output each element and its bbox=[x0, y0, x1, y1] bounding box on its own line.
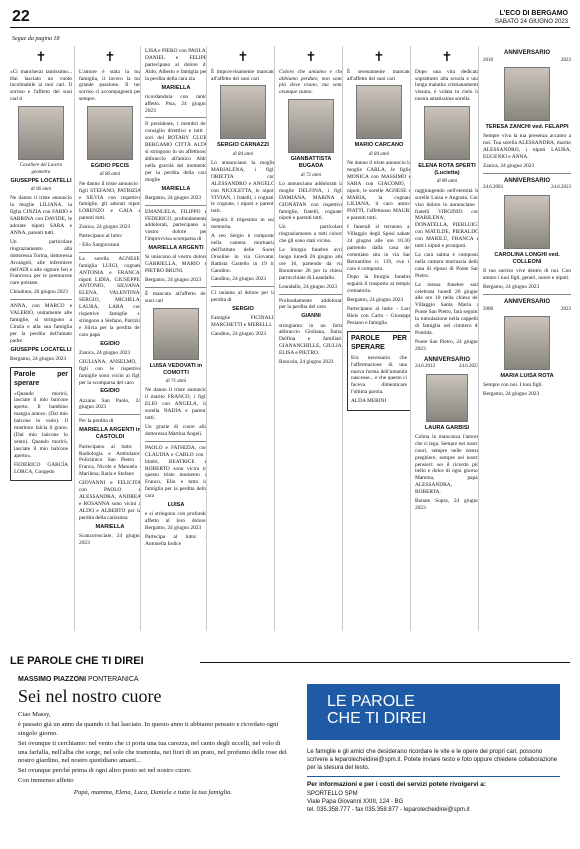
section-rule bbox=[200, 662, 570, 663]
hope-author: FEDERICO GARCÍA LORCA, Congedo bbox=[14, 461, 68, 475]
thanks: Un particolare ringraziamento alla dottoressa Torina, dottoressa Arcangeli, alle infermiere dell'ADI e alle signore Ieti e Francesca per le premurose cure prestate. bbox=[10, 238, 72, 287]
cross-icon: ✝ bbox=[373, 49, 385, 64]
anniversary-name: TERESA ZANCHI ved. FELAPPI bbox=[485, 124, 569, 131]
condolence-date: ricordandola con tanto affetto. Pisa, 24 giugno 2023 bbox=[145, 93, 207, 114]
intro-text: È improvvisamente mancato all'affetto dei suoi cari bbox=[211, 68, 275, 82]
condolence: Profondamente addolorati per la perdita del caro bbox=[279, 297, 343, 311]
portrait-photo bbox=[356, 85, 402, 139]
year-start: 2018 bbox=[483, 57, 493, 63]
anniversary-years bbox=[483, 307, 571, 313]
portrait-photo bbox=[220, 85, 266, 139]
notice: I funerali si terranno al Villaggio degli Sposi sabato 24 giugno alle ore 10.30, partendo dalla casa del commiato sita in via San Bernardino n. 139, ove il caro è composto. bbox=[347, 224, 411, 272]
notice: La cara salma è composta nella camera mortuaria della casa di riposo di Ponte San Pietro. bbox=[415, 252, 479, 279]
intro-text: L'amore è stata la tua famiglia, il lavoro la tua grande passione. Il tuo sorriso ci accompagnerà per sempre. bbox=[79, 68, 141, 103]
notice: Seguirà il trigesimo in sua memoria. bbox=[211, 217, 275, 231]
condolence: PAOLO e FATHIZIA, con CLAUDIA e CARLO con i bimbi, BEATRICE e ROBERTO sono vicini in questo triste momento a Franco, Elio e tutta la famiglia per la perdita della cara bbox=[145, 444, 207, 500]
notice: La liturgia funebre avrà luogo lunedì 26 giugno alle ore 16, partendo da via Bonomone 28 per la chiesa parrocchiale di Leandallo. bbox=[279, 247, 343, 281]
hope-box bbox=[347, 331, 411, 411]
service-advert bbox=[307, 684, 560, 841]
condolence-name: MARIELLA bbox=[95, 523, 125, 530]
portrait-photo bbox=[424, 106, 470, 160]
date-place: Gandino, 24 giugno 2023 bbox=[211, 276, 267, 283]
age: di 96 anni bbox=[30, 187, 52, 193]
participants: Partecipa al lutto: - Antonella Iodice bbox=[145, 533, 207, 547]
condolence: Per la perdita di bbox=[79, 418, 114, 425]
notice: Dopo la liturgia funebre seguirà il trasporto al tempio crematorio. bbox=[347, 274, 411, 295]
office-name: SPORTELLO SPM bbox=[307, 790, 358, 797]
memorial-story bbox=[18, 676, 288, 846]
notice: La messa funebre sarà celebrata lunedì 26 giugno alle ore 10 nella chiesa del Villaggio Santa Maria a Ponte San Pietro, farà seguito la tumulazione nella cappella di famiglia nel cimitero di Pontida. bbox=[415, 281, 479, 336]
hope-text: Era necessario che l'affermazione di una nuova forma dell'umanità nascesse... e che questo ci faceva dimenticare l'ultima parola. bbox=[351, 354, 407, 396]
separator bbox=[145, 441, 207, 442]
anniversary-title: ANNIVERSARIO bbox=[503, 50, 550, 56]
story-title: Sei nel nostro cuore bbox=[18, 686, 162, 706]
condolence-name: MARIELLA ARGENTI in CASTOLDI bbox=[79, 427, 141, 441]
anniversary-years bbox=[483, 185, 571, 191]
hope-box bbox=[10, 367, 72, 482]
condolence-date: Bergamo, 24 giugno 2023 bbox=[145, 194, 202, 201]
separator bbox=[145, 205, 207, 206]
condolence: Il presidente, i membri del consiglio direttivo e tutti i soci del ROTARY CLUB BERGAMO CITTÀ ALTA si stringono in un affettuoso abbraccio all'amico Aldo nella gravità del momento per la perdita della cara moglie bbox=[145, 121, 207, 183]
year-end: 24.6.2023 bbox=[551, 185, 571, 191]
participants: - Elio Sangiovanni bbox=[79, 241, 120, 248]
portrait-photo bbox=[426, 374, 468, 422]
announcement: Ne danno il triste annuncio la moglie CARLA, le figlie MONICA con MASSIMO e SARA con GIACOMO, i nipoti, le sorelle AGNESE e MARIA, la cognata LILIANA, il caro amico PIATTI, l'affettuoso MAURI e parenti tutti. bbox=[347, 159, 411, 222]
condolence-name: EGIDIO bbox=[100, 388, 120, 395]
cross-icon: ✝ bbox=[35, 49, 47, 64]
notice: A ceo Sergio è composto nella camera mortuaria dell'Istituto delle Suore Orsoline in via Giovanni Battista Castello in 19 in Gandino. bbox=[211, 233, 275, 274]
condolence-date: Zanica, 24 giugno 2023 bbox=[79, 349, 131, 356]
separator bbox=[483, 173, 571, 174]
hope-author: ALDA MERINI bbox=[351, 398, 387, 405]
separator bbox=[483, 294, 571, 295]
condolence: stringiamo in un forte abbraccio Giuliana, Ilaria, Delfina e familiari. GIANANCHILLE, GIULIA, ELISA e PIETRO. bbox=[279, 322, 343, 357]
advert-info bbox=[307, 781, 560, 814]
story-paragraph: Sei ovunque perché prima di ogni altro posto sei nel nostro cuore. bbox=[18, 767, 192, 775]
cross-icon: ✝ bbox=[305, 49, 317, 64]
obituary-columns bbox=[10, 46, 570, 631]
office-address: Viale Papa Giovanni XXIII, 124 - BG bbox=[307, 799, 404, 806]
age: di 80 anni bbox=[436, 179, 458, 185]
column-5 bbox=[274, 46, 343, 631]
separator bbox=[211, 286, 275, 287]
anniversary-title: ANNIVERSARIO bbox=[503, 298, 550, 305]
condolence: GIULIANA, ANSELMO, i figli con le rispettive famiglie sono vicini ai figli per la scomparsa del caro bbox=[79, 358, 141, 386]
date-place: Chiuduno, 26 giugno 2023 bbox=[10, 289, 68, 296]
column-2 bbox=[74, 46, 141, 631]
cross-icon: ✝ bbox=[237, 49, 249, 64]
participants: Partecipano al lutto: - Lara Bleis con Carlo - Giuseppe Pesiano e famiglia bbox=[347, 306, 411, 326]
story-author bbox=[18, 676, 288, 683]
participants: Partecipano al lutto: - Radiologia e Ambulatori Policlinico San Pietro - Franca, Nicole e Manuela - Marilena, Ilaria e Stefano bbox=[79, 443, 141, 478]
column-7 bbox=[410, 46, 479, 631]
intro-text: Dopo una vita dedicata soprattutto alla scuola e una lunga malattia cristianamente vissuta, è volata in cielo la nostra amatissima sorella bbox=[415, 68, 479, 103]
date-place: Leandallo, 24 giugno 2023 bbox=[279, 283, 338, 290]
date-place: Zanica, 24 giugno 2023 bbox=[79, 224, 131, 231]
year-start: 24.6.2003 bbox=[483, 185, 503, 191]
deceased-name: GIANBATTISTA BUGADA bbox=[290, 156, 332, 170]
column-1 bbox=[10, 46, 72, 631]
age: di 71 anni bbox=[165, 379, 187, 385]
condolence-name: LUISA bbox=[167, 502, 185, 509]
publication-info bbox=[495, 9, 568, 27]
portrait-photo bbox=[87, 106, 133, 160]
cross-icon: ✝ bbox=[441, 49, 453, 64]
condolence: GIOVANNI e FELICITA con PAOLO e ALESSANDRA, ANDREA e ROSANNA sono vicini a ALDO e ALBERTO per la perdita della carissima bbox=[79, 480, 141, 521]
condolence: Ci uniamo al dolore per la perdita di bbox=[211, 290, 275, 304]
section-band bbox=[10, 655, 570, 670]
thanks: Un grazie di cuore alla dottoressa Martina Angeli. bbox=[145, 423, 207, 437]
continued-note: Segue da pagina 18 bbox=[12, 36, 60, 42]
announcement: Lo annunciano addolorati la moglie DELFINA, i figli DAMIANA, MARINA e GIONATAN con rispettive famiglie, fratelli, cognate, nipoti e parenti tutti. bbox=[279, 180, 343, 222]
condolence: ANNA, con MARCO e VALERIO, unitamente alle famiglie, si stringono a Cinzia e alla sua famiglia per la perdita dell'amato padre bbox=[10, 303, 72, 344]
hope-text: «Quando morirò, lasciate il mio balcone aperto. Il bambino mangia arance. (Dal mio balcone lo vedo). Il mietitore falcia il grano. (Dal mio balcone lo sento). Quando morirò, lasciate il mio balcone aperto». bbox=[14, 390, 68, 459]
announcement: Ne danno il triste annuncio la moglie LILIANA, la figlia CINZIA con FABIO e SABRINA con DAVIDE, le adorate nipoti SARA e ANNA, parenti tutti. bbox=[10, 195, 72, 237]
separator bbox=[79, 414, 141, 415]
condolence-name: SERGIO bbox=[232, 306, 254, 313]
portrait-photo bbox=[288, 99, 334, 153]
story-paragraph: Ciao Massy, bbox=[18, 711, 51, 718]
condolence-name: MARIELLA ARGENTI bbox=[148, 245, 204, 252]
story-signature: Papà, mamma, Elena, Luca, Daniela e tutta la tua famiglia. bbox=[73, 789, 233, 797]
announcement: Ne danno il triste annuncio i figli STEFANO, PATRIZIA e SILVIA con rispettive famiglie, gli adorati nipoti LORENZO e GAIA e parenti tutti. bbox=[79, 180, 141, 222]
story-paragraph: Con immenso affetto bbox=[18, 777, 74, 785]
advert-title-line: CHE TI DIREI bbox=[327, 709, 427, 727]
condolence: Famiglie FICINALI, MARCHETTI e MERELLI. bbox=[211, 315, 275, 329]
advert-body bbox=[307, 748, 560, 814]
column-4 bbox=[206, 46, 275, 631]
condolence-name: GIUSEPPE LOCATELLI bbox=[10, 346, 72, 353]
anniversary-text: Sempre viva la tua presenza accanto a noi. Tua sorella ALESSANDRA, marito ALESSANDRO, i nipoti LAURA, EUGENIO e ANNA. bbox=[483, 133, 571, 160]
deceased-name: EGIDIO PECIS bbox=[91, 163, 129, 170]
portrait-photo bbox=[18, 106, 64, 160]
announcement: Ne danno il triste annuncio il marito FRANCO, i figli ELIO con ANGELA, la sorella NADIA e parenti tutti. bbox=[145, 387, 207, 422]
anniversary-name: LAURA GARBISI bbox=[424, 424, 470, 431]
advert-text: Le famiglie e gli amici che desiderano ricordare le vite e le opere dei propri cari, possono scrivere a leparolecheidirei@spm.it. Potete inviare testo e foto oppure chiedere collaborazione per la stesura del testo. bbox=[307, 749, 558, 772]
intro-text: È serenamente mancato all'affetto dei suoi cari bbox=[347, 68, 411, 82]
age: di 84 anni bbox=[368, 151, 390, 157]
anniversary-date: Zanica, 24 giugno 2023 bbox=[483, 162, 535, 169]
condolence-name: GIANNI bbox=[301, 313, 321, 320]
deceased-name: ELENA ROTA SPERTI (Lucietta) bbox=[418, 163, 476, 177]
deceased-name: MARIO CARCANO bbox=[354, 142, 404, 149]
anniversary-text: Colma la mancanza l'amore che ci lega. Sempre nei nostri cuori, sempre nelle nostre preghiere, sempre nei nostri pensieri: sei il ricordo più bello e dolce di ogni giorno. Mamma, papà, ALESSANDRA, ROBERTA. bbox=[415, 433, 479, 496]
announcement: Lo annunciano la moglie MARIALENA, i figli ORIETTA con ALESSANDRO e ANGELO con NICOLETTA, le nipoti VIVIAN, i fratelli, i cognati, le cognate, i nipoti e parenti tutti. bbox=[211, 159, 275, 215]
anniversary-text: Sempre con noi. I tuoi figli. bbox=[483, 382, 543, 389]
anniversary-years bbox=[483, 58, 571, 64]
anniversary-years bbox=[415, 364, 479, 370]
intro-text: «Ci mancherai tantissimo... Hai lasciato un vuoto incolmabile ai tuoi cari. Il sorriso e l'affetto dei suoi cari ti bbox=[10, 68, 72, 103]
condolence-date: Gandino, 24 giugno 2023 bbox=[211, 331, 267, 338]
separator bbox=[145, 117, 207, 118]
anniversary-date: Bergamo, 24 giugno 2023 bbox=[483, 283, 540, 290]
age: di 86 anni bbox=[99, 172, 121, 178]
cross-icon: ✝ bbox=[104, 49, 116, 64]
publication-name: L'ECO DI BERGAMO bbox=[499, 10, 568, 17]
participants-label: Partecipano al lutto: bbox=[79, 233, 123, 240]
year-end: 2023 bbox=[561, 306, 571, 312]
separator bbox=[79, 252, 141, 253]
condolence-name: MARIELLA bbox=[161, 185, 191, 192]
anniversary-name: CAROLINA LONGHI ved. COLLEONI bbox=[494, 251, 560, 265]
column-6 bbox=[342, 46, 411, 631]
section-title: LE PAROLE CHE TI DIREI bbox=[10, 655, 144, 667]
deceased-name: GIUSEPPE LOCATELLI bbox=[10, 177, 72, 184]
year-start: 24.6.2012 bbox=[415, 364, 435, 370]
condolence: La sorella AGNESE, famiglia LUIGI, cognate ANTONIA e FRANCA, nipoti LIDIA, GIUSEPPE, ANTONIO, SILVANA, ELENA, VALENTINA, SERGIO, MICHELA, LAURA, LARA con rispettive famiglie si stringono a Stefano, Patrizia e Silvia per la perdita del caro papà bbox=[79, 255, 141, 338]
condolence-name: MARIELLA bbox=[161, 84, 191, 91]
condolence: Si uniscono al vostro dolore GABRIELLA, MARIO e PIETRO BRUNI. bbox=[145, 254, 207, 275]
portrait-photo bbox=[504, 195, 550, 249]
anniversary-date: Bergamo, 24 giugno 2023 bbox=[483, 390, 540, 397]
year-end: 2023 bbox=[561, 57, 571, 63]
condolence-name: EGIDIO bbox=[100, 340, 120, 347]
condolence: e si stringono con profondo affetto al loro dolore. Bergamo, 24 giugno 2023 bbox=[145, 511, 207, 532]
year-start: 2008 bbox=[483, 306, 493, 312]
separator bbox=[145, 287, 207, 288]
hope-title: PAROLE PER SPERARE bbox=[351, 334, 407, 351]
author-name: MASSIMO PIAZZONI bbox=[18, 676, 87, 683]
condolence-date: Scanzorosciate, 24 giugno 2023 bbox=[79, 532, 141, 546]
anniversary-title: ANNIVERSARIO bbox=[503, 177, 550, 184]
deceased-name: SERGIO CARNAZZI bbox=[217, 142, 269, 149]
date-place: Ponte San Pietro, 24 giugno 2023 bbox=[415, 338, 479, 352]
caption: Cavaliere del Lavoro geometra bbox=[19, 163, 63, 175]
page-number: 22 bbox=[12, 8, 30, 25]
hope-title: Parole per sperare bbox=[14, 370, 68, 387]
portrait-photo bbox=[504, 316, 550, 370]
anniversary-text: Il tuo sorriso vive dentro di noi. Con amore i tuoi figli, generi, nuore e nipoti. bbox=[483, 268, 571, 282]
intro-text: È mancata all'affetto dei suoi cari bbox=[145, 290, 207, 304]
anniversary-date: Bonate Sopra, 24 giugno 2023 bbox=[415, 498, 479, 511]
year-end: 24.6.2023 bbox=[459, 364, 479, 370]
author-place: PONTERANICA bbox=[88, 676, 139, 683]
deceased-name: LUISA VEDOVATI in COMOTTI bbox=[149, 362, 203, 376]
advert-title bbox=[327, 694, 426, 728]
anniversary-name: MARIA LUISA ROTA bbox=[500, 372, 554, 379]
condolence-date: Bergamo, 24 giugno 2023 bbox=[145, 277, 202, 284]
thanks: Un particolare ringraziamento a tutti coloro che gli sono stati vicino. bbox=[279, 224, 343, 245]
condolence: EMANUELA, FILIPPO e FEDERICO, profondamente addolorati, partecipano al vostro dolore per l'improvvisa scomparsa di bbox=[145, 208, 207, 243]
separator bbox=[279, 294, 343, 295]
advert-title-line: LE PAROLE bbox=[327, 693, 415, 710]
date-place: Bergamo, 24 giugno 2023 bbox=[347, 297, 404, 304]
story-paragraph: è passato già un anno da quando ci hai lasciato. In questo anno ti abbiamo pensato e ricordato ogni singolo giorno. bbox=[18, 720, 279, 737]
story-body bbox=[18, 711, 288, 786]
intro-text: Coloro che amiamo e che abbiamo perduto, non sono più dove erano, ma sono ovunque siamo. bbox=[279, 68, 343, 96]
condolence-date: Bergamo, 24 giugno 2023 bbox=[10, 355, 67, 362]
anniversary-title: ANNIVERSARIO bbox=[423, 356, 470, 363]
separator bbox=[10, 299, 72, 300]
portrait-photo bbox=[153, 308, 199, 360]
condolence-date: Azzano San Paolo, 24 giugno 2023 bbox=[79, 397, 141, 411]
header-rule bbox=[10, 27, 570, 28]
announcement: raggiungendo nell'eternità le sorelle Luisa e Augusta. Con viso dolore lo annunciano i fratelli VIRGINIO con MARILENA, DONATELLA, PIERLUIGI con MATILDE, PIERALDO con MARILÙ, FRANCA e tutti i nipoti e pronipoti. bbox=[415, 187, 479, 250]
advert-banner bbox=[307, 684, 560, 740]
story-paragraph: Sei ovunque ti cerchiamo: nel vento che ci porta una tua carezza, nel canto degli uccelli, nel volo di una farfalla, nell'alba che sorge, nel sole che tramonta, nei fiori di un prato, nel profumo delle rose del nostro giardino, nel nostro quotidiano amarti... bbox=[18, 739, 287, 765]
column-3 bbox=[140, 46, 207, 631]
publication-date: SABATO 24 GIUGNO 2023 bbox=[494, 18, 568, 25]
condolence-date: Roncola, 24 giugno 2023 bbox=[279, 359, 334, 366]
office-contacts: tel. 035.358.777 - fax 035.358.877 - leparolecheidirei@spm.it bbox=[307, 807, 470, 814]
age: di 72 anni bbox=[300, 172, 322, 178]
advert-rule bbox=[307, 776, 560, 777]
column-8 bbox=[478, 46, 571, 631]
condolence: LISA e PIERO con PAOLA, DANIEL e FELIPE partecipano al dolore di Aldo, Alberto e famiglia per la perdita della cara zia bbox=[145, 48, 207, 82]
age: di 84 anni bbox=[232, 151, 254, 157]
info-title: Per informazioni e per i costi dei servizi potete rivolgervi a: bbox=[307, 781, 486, 789]
portrait-photo bbox=[504, 67, 550, 121]
